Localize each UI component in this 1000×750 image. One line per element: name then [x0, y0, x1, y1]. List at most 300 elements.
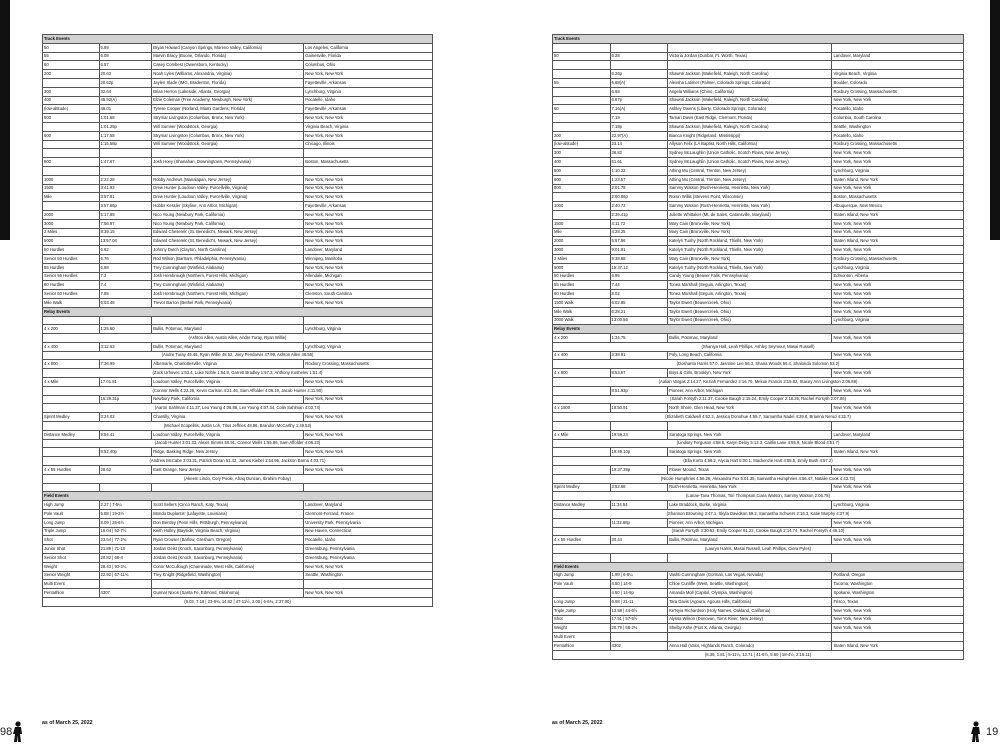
record-row	[553, 483, 964, 492]
mark-cell: 3:24.02	[99, 413, 152, 422]
record-row	[43, 122, 433, 131]
athlete-cell: Sydney McLaughlin (Union Catholic, Scotch Plains, New Jersey)	[668, 158, 832, 167]
athlete-cell: Loudoun Valley, Purcellville, Virginia	[152, 430, 304, 439]
athlete-cell: Juliette Whittaker (Mt. de Sales, Catonsville, Maryland)	[668, 210, 832, 219]
event-cell: 500	[43, 114, 100, 123]
record-row	[43, 562, 433, 571]
mark-cell: 2:01.78	[610, 184, 668, 193]
athlete-cell: Shelby Ashe (Pius X, Atlanta, Georgia)	[668, 624, 832, 633]
event-cell: 300	[43, 87, 100, 96]
venue-cell: Los Angeles, California	[304, 43, 433, 52]
record-row	[553, 149, 964, 158]
venue-cell: New York, New York	[304, 466, 433, 475]
mark-cell: 23.54 | 77-2¾	[99, 536, 152, 545]
record-row	[43, 166, 433, 175]
event-cell	[553, 122, 611, 131]
event-cell: 4 x 800	[553, 369, 611, 378]
athlete-cell: Roisin Willis (Stevens Point, Wisconsin)	[668, 193, 832, 202]
mark-cell: 5.69	[99, 43, 152, 52]
venue-cell: Landover, Maryland	[832, 52, 964, 61]
event-cell: 1000	[43, 175, 100, 184]
mark-cell: 9:01.81	[610, 246, 668, 255]
mark-cell: 6.88	[99, 263, 152, 272]
athlete-cell: Casey Combest (Owensboro, Kentucky)	[152, 61, 304, 70]
record-row	[553, 70, 964, 79]
venue-cell: New York, New York	[832, 228, 964, 237]
record-row	[43, 483, 433, 492]
event-cell: 50 Hurdles	[553, 272, 611, 281]
athlete-cell: Tonea Marshall (Seguin, Arlington, Texas)	[668, 281, 832, 290]
athlete-cell: Ashley Owens (Liberty, Colorado Springs, Colorado)	[668, 105, 832, 114]
mark-cell: 22.92 | 67-11¾	[99, 571, 152, 580]
relay-members: (Sarah Forsyth 3:30.62, Emily Cooper 61.22, Cookie Baugh 2:14.74, Rachel Forsyth 4:46.10)	[553, 527, 964, 536]
event-cell	[553, 70, 611, 79]
runner-silhouette-icon	[12, 721, 24, 743]
venue-cell: Lynchburg, Virginia	[304, 342, 433, 351]
venue-cell: Clemson, South Carolina	[304, 290, 433, 299]
athlete-cell: Chantilly, Virginia	[152, 413, 304, 422]
mark-cell: 1:01.25p	[99, 122, 152, 131]
record-row	[553, 615, 964, 624]
mark-cell: 7:36.99	[99, 360, 152, 369]
venue-cell	[832, 422, 964, 431]
record-row	[553, 210, 964, 219]
venue-cell: Greensburg, Pennsylvania	[304, 545, 433, 554]
mark-cell: 20.63	[99, 70, 152, 79]
mark-cell	[99, 580, 152, 589]
record-row	[43, 589, 433, 598]
athlete-cell: Poly, Long Beach, California	[668, 351, 832, 360]
athlete-cell: Johnny Dutch (Clayton, North Carolina)	[152, 246, 304, 255]
relay-members: (Shaniya Hall, Leah Phillips, Ashley Seymour, Masai Russell)	[553, 342, 964, 351]
venue-cell: New York, New York	[304, 184, 433, 193]
event-cell	[553, 87, 611, 96]
venue-cell: Virginia Beach, Virginia	[304, 122, 433, 131]
mark-cell: 32.64	[99, 87, 152, 96]
athlete-cell: Angela Williams (Chino, California)	[668, 87, 832, 96]
athlete-cell: Bryan Howard (Canyon Springs, Moreno Valley, California)	[152, 43, 304, 52]
venue-cell: New York, New York	[304, 114, 433, 123]
event-cell: Senior 55 Hurdles	[43, 272, 100, 281]
athlete-cell: Mary Cain (Bronxville, New York)	[668, 254, 832, 263]
relay-members: (Lindsey Ferguson 4:58.6, Karyn Deloy 5:13.3, Caitlin Lane 4:55.9, Nicole Blood 4:51.7)	[553, 439, 964, 448]
athlete-cell: Bullis, Potomac, Maryland	[668, 334, 832, 343]
event-cell: Senior 50 Hurdles	[43, 254, 100, 263]
mark-cell: 11:34.54	[610, 501, 668, 510]
event-cell: 1500	[553, 219, 611, 228]
mark-cell	[610, 43, 668, 52]
venue-cell: Seattle, Washington	[832, 122, 964, 131]
mark-cell: 45.92(A)	[99, 96, 152, 105]
relay-members-row	[43, 386, 433, 395]
venue-cell: New York, New York	[832, 404, 964, 413]
event-cell: High Jump	[553, 571, 611, 580]
event-cell: 55	[43, 52, 100, 61]
left-records-body	[43, 35, 433, 607]
athlete-cell: Candy Young (Beaver Falls, Pennsylvania)	[668, 272, 832, 281]
venue-cell: Clermont-Ferrand, France	[304, 510, 433, 519]
athlete-cell: Strymar Livingston (Columbus, Bronx, New York)	[152, 131, 304, 140]
venue-cell: Roxbury Crossing, Massachusetts	[832, 87, 964, 96]
event-cell: Multi Event	[43, 580, 100, 589]
mark-cell: 1:23.57	[610, 175, 668, 184]
mark-cell: 13:57.04	[99, 237, 152, 246]
event-cell: 50	[43, 43, 100, 52]
record-row	[553, 571, 964, 580]
venue-cell: Chicago, Illinois	[304, 140, 433, 149]
mark-cell: 23.14	[610, 140, 668, 149]
event-cell: 400	[43, 96, 100, 105]
mark-cell: 6.57	[99, 61, 152, 70]
mark-cell: 13.58 | 44-6½	[610, 606, 668, 615]
relay-members: (Doshanta Harris 57.0, Jasmine Lee 56.3, Shana Woods 56.4, Shalonda Solomon 53.2)	[553, 360, 964, 369]
athlete-cell: Marvin Bracy (Boone, Orlando, Florida)	[152, 52, 304, 61]
event-cell: Weight	[43, 562, 100, 571]
venue-cell: New York, New York	[304, 395, 433, 404]
mark-cell: 19:59.24	[610, 430, 668, 439]
event-cell: 4 x 55 Hurdles	[43, 466, 100, 475]
venue-cell: New York, New York	[832, 96, 964, 105]
mark-cell: 7.3	[99, 272, 152, 281]
event-cell: 4 x 55 Hurdles	[553, 536, 611, 545]
mark-cell	[610, 422, 668, 431]
athlete-cell: Scott Sellers (Cinco Ranch, Katy, Texas)	[152, 501, 304, 510]
venue-cell: New York, New York	[832, 246, 964, 255]
record-row	[43, 70, 433, 79]
relay-members: (Elizabeth Caldwell 4:52.2, Jessica Donohue 4:55.7, Samantha Nadel 4:29.8, Brianna Nerud 4:32.7)	[553, 413, 964, 422]
event-cell	[43, 483, 100, 492]
event-cell: Triple Jump	[43, 527, 100, 536]
athlete-cell	[152, 149, 304, 158]
mark-cell	[99, 483, 152, 492]
mark-cell: 19:37.38p	[610, 466, 668, 475]
mark-cell: 2:22.28	[99, 175, 152, 184]
relay-members-row	[553, 378, 964, 387]
event-cell: (low-altitude)	[553, 140, 611, 149]
event-cell: 50 Hurdles	[43, 246, 100, 255]
event-cell: 1000	[553, 202, 611, 211]
event-cell	[553, 518, 611, 527]
record-row	[553, 43, 964, 52]
athlete-cell: Trevor Barron (Bethel Park, Pennsylvania)	[152, 298, 304, 307]
athlete-cell: Elzie Coleman (Free Academy, Newburgh, New York)	[152, 96, 304, 105]
mark-cell: 1:01.68	[99, 114, 152, 123]
event-cell: 60 Hurdles	[553, 290, 611, 299]
event-cell: 60	[553, 105, 611, 114]
athlete-cell: Jordan Geist (Knoch, Saxonburg, Pennsylvania)	[152, 554, 304, 563]
mark-cell: 3:57.66p	[99, 202, 152, 211]
venue-cell: New York, New York	[304, 175, 433, 184]
athlete-cell: Alyssa Wilson (Donovan, Toms River, New Jersey)	[668, 615, 832, 624]
athlete-cell: Ridge, Basking Ridge, New Jersey	[152, 448, 304, 457]
record-row	[43, 52, 433, 61]
record-row	[553, 290, 964, 299]
record-row	[553, 281, 964, 290]
mark-cell: 19:49.10p	[610, 448, 668, 457]
relay-members-row	[553, 545, 964, 554]
mark-cell: 1:34.75	[610, 334, 668, 343]
mark-cell: 11:32.68p	[610, 518, 668, 527]
relay-members: (Connor Wells 4:22.26, Kevin Carlson 4:21.46, Sam Affolder 4:06.19, Jacob Hunter 4:11.90)	[43, 386, 433, 395]
mark-cell: 1:15.58p	[99, 140, 152, 149]
venue-cell: Landover, Maryland	[304, 501, 433, 510]
relay-members-row	[553, 342, 964, 351]
mark-cell: 1:17.58	[99, 131, 152, 140]
mark-cell: 6.26p	[610, 70, 668, 79]
venue-cell: Roxbury Crossing, Massachusetts	[832, 254, 964, 263]
athlete-cell: North Shore, Glen Head, New York	[668, 404, 832, 413]
record-row	[43, 378, 433, 387]
event-cell: 2 Miles	[553, 254, 611, 263]
athlete-cell: Katelyn Tuohy (North Rockland, Thiells, New York)	[668, 263, 832, 272]
relay-members-row	[553, 492, 964, 501]
mark-cell: 7.44	[610, 281, 668, 290]
event-cell: 50	[553, 52, 611, 61]
athlete-cell: Edward Cheserek' (St. Benedict's, Newark, New Jersey)	[152, 228, 304, 237]
record-row	[553, 598, 964, 607]
relay-members-row	[43, 369, 433, 378]
record-row	[553, 641, 964, 650]
athlete-cell	[668, 554, 832, 563]
event-cell: Senior Shot	[43, 554, 100, 563]
record-row	[553, 131, 964, 140]
mark-cell: 4.50 | 14-9p	[610, 589, 668, 598]
event-cell: 600	[553, 175, 611, 184]
athlete-cell: Trey Knight (Ridgefield, Washington)	[152, 571, 304, 580]
mark-cell: 3:57.81	[99, 193, 152, 202]
record-row	[553, 87, 964, 96]
event-cell: 4 x 400	[43, 342, 100, 351]
athlete-cell: Anna Hall (Valor, Highlands Ranch, Colorado)	[668, 641, 832, 650]
mark-cell: 4:28.25	[610, 228, 668, 237]
athlete-cell: Ke'Nyia Richardson (Holy Names, Oakland, California)	[668, 606, 832, 615]
athlete-cell: Vashti Cunningham (Gorman, Las Vegas, Nevada)	[668, 571, 832, 580]
athlete-cell: Robby Andrews (Manalapan, New Jersey)	[152, 175, 304, 184]
mark-cell: 6.68 | 21-11	[610, 598, 668, 607]
athlete-cell: Josh Hembrough (Northern, Forest Hills, Michigan)	[152, 272, 304, 281]
mark-cell: 28.62	[99, 466, 152, 475]
venue-cell: Spokane, Washington	[832, 589, 964, 598]
mark-cell: 6:03.48	[99, 298, 152, 307]
athlete-cell: Pioneer, Ann Arbor, Michigan	[668, 386, 832, 395]
athlete-cell	[152, 483, 304, 492]
record-row	[43, 360, 433, 369]
venue-cell: New York, New York	[832, 536, 964, 545]
event-cell: Mile Walk	[553, 307, 611, 316]
event-cell: 55 Hurdles	[43, 263, 100, 272]
venue-cell: Greensburg, Pennsylvania	[304, 554, 433, 563]
mark-cell: 6:02.85	[610, 298, 668, 307]
record-row	[43, 527, 433, 536]
venue-cell: Boulder, Colorado	[832, 78, 964, 87]
venue-cell: New York, New York	[832, 334, 964, 343]
athlete-cell: Shawnti Jackson (Wakefield, Raleigh, North Carolina)	[668, 70, 832, 79]
record-row	[43, 105, 433, 114]
event-cell	[553, 193, 611, 202]
event-cell	[43, 448, 100, 457]
mark-cell: 15:37.12	[610, 263, 668, 272]
athlete-cell: Hobbs Kessler (Skyline, Ann Arbor, Michigan)	[152, 202, 304, 211]
record-row	[43, 263, 433, 272]
venue-cell: New York, New York	[832, 149, 964, 158]
record-row	[553, 202, 964, 211]
record-row	[553, 219, 964, 228]
venue-cell: Pocatello, Idaho	[304, 536, 433, 545]
mark-cell: 4302	[610, 641, 668, 650]
athlete-cell: Sammy Watson (Rush-Henrietta, Henrietta, New York)	[668, 202, 832, 211]
venue-cell: New York, New York	[832, 369, 964, 378]
athlete-cell: Katelyn Tuohy (North Rockland, Thiells, New York)	[668, 246, 832, 255]
mark-cell: 17.51 | 57-5½	[610, 615, 668, 624]
venue-cell: New York, New York	[304, 263, 433, 272]
event-cell	[553, 210, 611, 219]
mark-cell: 3:38.91	[610, 351, 668, 360]
record-row	[553, 518, 964, 527]
athlete-cell: Mondo Duplantis' (Lafayette, Louisiana)	[152, 510, 304, 519]
mark-cell: 6:28.21	[610, 307, 668, 316]
venue-cell: Staten Island, New York	[832, 448, 964, 457]
mark-cell: 46.01	[99, 105, 152, 114]
record-row	[553, 589, 964, 598]
athlete-cell: Allyson Felix (LA Baptist, North Hills, California)	[668, 140, 832, 149]
record-row	[553, 228, 964, 237]
record-row	[553, 624, 964, 633]
relay-members-row	[553, 439, 964, 448]
event-cell: 4 x 800	[43, 360, 100, 369]
record-row	[553, 166, 964, 175]
relay-members-row	[43, 422, 433, 431]
athlete-cell: Trey Cunningham (Winfield, Alabama)	[152, 263, 304, 272]
event-cell: Mile	[553, 228, 611, 237]
venue-cell: New York, New York	[304, 70, 433, 79]
section-header-row	[553, 562, 964, 571]
event-cell: 800	[43, 158, 100, 167]
event-cell: 3000 Walk	[553, 316, 611, 325]
athlete-cell: Pioneer, Ann Arbor, Michigan	[668, 518, 832, 527]
event-cell	[43, 395, 100, 404]
record-row	[43, 131, 433, 140]
event-cell	[553, 589, 611, 598]
relay-members-row	[43, 334, 433, 343]
mark-cell: 4:11.72	[610, 219, 668, 228]
athlete-cell: Mary Cain (Bronxville, New York)	[668, 228, 832, 237]
athlete-cell: Mary Cain (Bronxville, New York)	[668, 219, 832, 228]
mark-cell: 17:01.81	[99, 378, 152, 387]
mark-cell: 8:53.67	[610, 369, 668, 378]
event-cell: Senior 60 Hurdles	[43, 290, 100, 299]
venue-cell: New York, New York	[304, 237, 433, 246]
mark-cell: 7.18p	[610, 122, 668, 131]
venue-cell: Pocatello, Idaho	[832, 105, 964, 114]
mark-cell: 4307	[99, 589, 152, 598]
athlete-cell: Noah Lyles (Williams, Alexandria, Virginia)	[152, 70, 304, 79]
athlete-cell: Chloe Cunliffe (West, Seattle, Washington)	[668, 580, 832, 589]
event-cell	[43, 78, 100, 87]
record-row	[553, 307, 964, 316]
athlete-cell: Keith Holley (Bayside, Virginia Beach, Virginia)	[152, 527, 304, 536]
right-records-body	[553, 35, 964, 660]
event-cell	[553, 422, 611, 431]
record-row	[43, 298, 433, 307]
venue-cell	[304, 316, 433, 325]
mark-cell: 22.97(A)	[610, 131, 668, 140]
venue-cell: Boston, Massachusetts	[304, 158, 433, 167]
event-cell: 4 x Mile	[43, 378, 100, 387]
venue-cell: Lynchburg, Virginia	[304, 325, 433, 334]
event-cell	[43, 202, 100, 211]
record-row	[43, 43, 433, 52]
mark-cell: 7.85	[99, 290, 152, 299]
relay-members-row	[43, 404, 433, 413]
mark-cell: 3:12.53	[99, 342, 152, 351]
mark-cell: 18:50.91	[610, 404, 668, 413]
athlete-cell: Taylor Ewert (Beavercreek, Ohio)	[668, 298, 832, 307]
venue-cell: New York, New York	[304, 193, 433, 202]
record-row	[553, 158, 964, 167]
runner-silhouette-icon	[970, 721, 982, 743]
venue-cell: Roxbury Crossing, Massachusetts	[832, 140, 964, 149]
venue-cell: New York, New York	[304, 298, 433, 307]
relay-members-row	[553, 395, 964, 404]
athlete-cell: Shawnti Jackson (Wakefield, Raleigh, North Carolina)	[668, 122, 832, 131]
relay-members-row	[43, 474, 433, 483]
event-cell: Shot	[43, 536, 100, 545]
event-cell: Sprint Medley	[553, 483, 611, 492]
mark-cell: 6.76	[99, 254, 152, 263]
record-row	[43, 246, 433, 255]
section-header-row	[43, 35, 433, 44]
athlete-cell: Alexsha Latimer (Palmer, Colorado Springs, Colorado)	[668, 78, 832, 87]
mark-cell: 2.27 | 7-5¼	[99, 501, 152, 510]
record-row	[553, 272, 964, 281]
venue-cell: New York, New York	[832, 290, 964, 299]
venue-cell: Seattle, Washington	[304, 571, 433, 580]
athlete-cell: Ryan Crouser (Barlow, Gresham, Oregon)	[152, 536, 304, 545]
athlete-cell: Will Sumner (Woodstock, Georgia)	[152, 122, 304, 131]
mark-cell: 20.79 | 68-2¾	[610, 624, 668, 633]
event-cell: Pentathlon	[553, 641, 611, 650]
event-cell	[553, 554, 611, 563]
event-cell: 500	[553, 166, 611, 175]
venue-cell: Staten Island, New York	[832, 641, 964, 650]
venue-cell: New York, New York	[304, 413, 433, 422]
record-row	[553, 175, 964, 184]
event-cell: 200	[553, 131, 611, 140]
record-row	[43, 545, 433, 554]
venue-cell: New York, New York	[304, 228, 433, 237]
athlete-cell: Flower Mound, Texas	[668, 466, 832, 475]
event-cell: Pole Vault	[553, 580, 611, 589]
event-cell: 60	[43, 61, 100, 70]
record-row	[553, 334, 964, 343]
venue-cell: Pocatello, Idaho	[832, 131, 964, 140]
record-row	[43, 536, 433, 545]
venue-cell: Fayetteville, Arkansas	[304, 202, 433, 211]
venue-cell: New York, New York	[832, 219, 964, 228]
mark-cell: 51.61	[610, 158, 668, 167]
record-row	[553, 237, 964, 246]
venue-cell: Lynchburg, Virginia	[832, 263, 964, 272]
mark-cell	[99, 149, 152, 158]
relay-members-row	[553, 650, 964, 659]
record-row	[43, 78, 433, 87]
venue-cell: Lynchburg, Virginia	[832, 316, 964, 325]
venue-cell: Tacoma, Washington	[832, 580, 964, 589]
event-cell	[553, 114, 611, 123]
record-row	[43, 466, 433, 475]
athlete-cell: Jaylen Slade (IMG, Bradenton, Florida)	[152, 78, 304, 87]
event-cell: 1500	[43, 184, 100, 193]
